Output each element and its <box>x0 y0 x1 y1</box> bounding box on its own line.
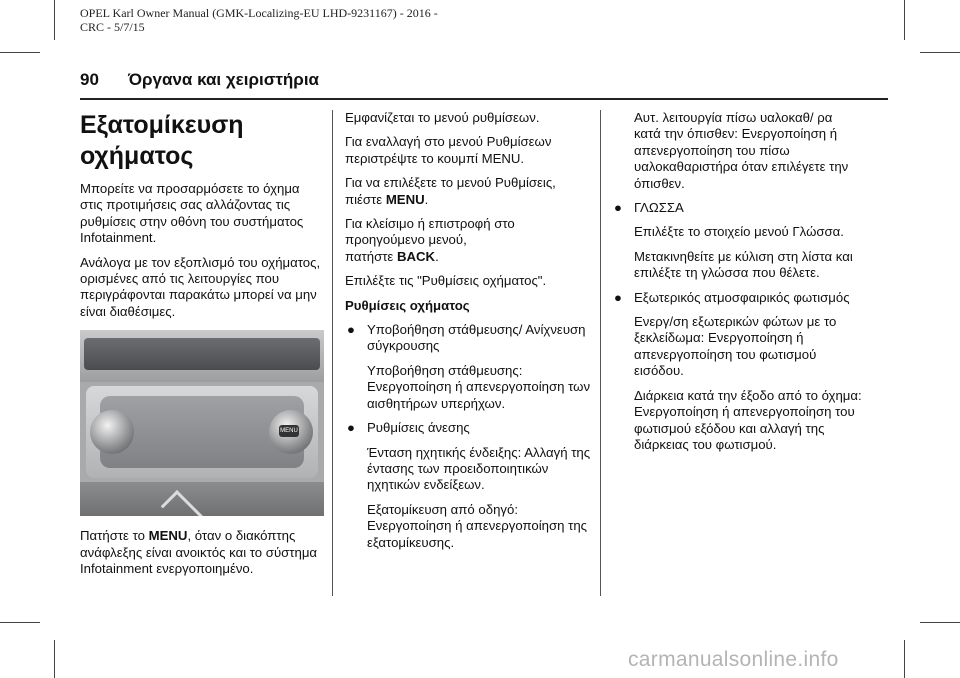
bullet-icon: ● <box>347 420 355 436</box>
list-item <box>345 420 595 436</box>
column-divider <box>332 110 333 596</box>
driver-personalization-desc: Εξατομίκευση από οδηγό: Ενεργοποίηση ή απενεργοποίηση της εξατομίκευσης. <box>367 501 588 550</box>
close-menu-text <box>345 216 595 265</box>
menu-keyword: MENU <box>385 191 425 207</box>
crop-mark <box>904 640 905 678</box>
intro-paragraph: Μπορείτε να προσαρμόσετε το όχημα στις προτιμήσεις σας αλλάζοντας τις ρυθμίσεις στην οθόνη του συστήματος Infotainment. <box>80 181 304 246</box>
select-menu-text <box>345 175 595 208</box>
exterior-lighting-desc-1: Ενεργ/ση εξωτερικών φώτων με το ξεκλείδωμα: Ενεργοποίηση ή απενεργοποίηση του φωτισμού εισόδου. <box>634 314 837 379</box>
section-title-line1: Εξατομίκευση <box>80 111 244 139</box>
menu-knob-label: MENU <box>279 425 299 437</box>
comfort-settings-title: Ρυθμίσεις άνεσης <box>367 420 470 436</box>
print-header-line2: CRC - 5/7/15 <box>80 20 145 34</box>
language-title: ΓΛΩΣΣΑ <box>634 200 684 216</box>
column-2 <box>345 110 595 559</box>
header-rule <box>80 98 888 100</box>
column-1 <box>80 110 324 585</box>
chapter-title: Όργανα και χειριστήρια <box>128 70 319 89</box>
watermark: carmanualsonline.info <box>628 648 839 671</box>
parking-assist-desc: Υποβοήθηση στάθμευσης: Ενεργοποίηση ή απενεργοποίηση των αισθητήρων υπερήχων. <box>367 362 591 411</box>
column-divider <box>600 110 601 596</box>
crop-mark <box>54 0 55 40</box>
menu-shown-text: Εμφανίζεται το μενού ρυθμίσεων. <box>345 110 540 125</box>
section-title-line2: οχήματος <box>80 142 194 170</box>
close-suffix: . <box>435 248 439 264</box>
crop-mark <box>904 0 905 40</box>
language-desc-2: Μετακινηθείτε με κύλιση στη λίστα και επιλέξτε τη γλώσσα που θέλετε. <box>634 248 853 281</box>
print-header-line1: OPEL Karl Owner Manual (GMK-Localizing-EU LHD-9231167) - 2016 - <box>80 6 438 20</box>
column-3 <box>612 110 862 461</box>
choose-vehicle-text: Επιλέξτε τις "Ρυθμίσεις οχήματος". <box>345 273 547 289</box>
select-suffix: . <box>424 191 429 207</box>
bullet-icon: ● <box>347 322 355 338</box>
crop-mark <box>0 52 40 53</box>
switch-menu-text: Για εναλλαγή στο μενού Ρυθμίσεων περιστρέψτε το κουμπί MENU. <box>345 134 552 166</box>
press-prefix: Πατήστε το <box>80 528 149 544</box>
infotainment-controls-figure <box>80 330 324 516</box>
back-keyword: BACK <box>396 248 436 264</box>
section-title <box>80 110 324 172</box>
page-number: 90 <box>80 70 99 89</box>
bullet-icon: ● <box>614 200 622 216</box>
press-suffix: , όταν ο διακόπτης ανάφλεξης είναι ανοικτός και το σύστημα Infotainment ενεργοποιημένο. <box>80 528 318 577</box>
select-prefix: Για να επιλέξετε το μενού Ρυθμίσεις, πιέστε <box>345 175 556 207</box>
chime-volume-desc: Ένταση ηχητικής ένδειξης: Αλλαγή της έντασης των προειδοποιητικών ηχητικών ενδείξεων. <box>367 444 591 493</box>
press-menu-paragraph <box>80 528 324 577</box>
crop-mark <box>920 52 960 53</box>
volume-knob <box>90 410 134 454</box>
close-line2-prefix: πατήστε <box>345 248 397 264</box>
display-screen <box>84 338 320 370</box>
close-prefix: Για κλείσιμο ή επιστροφή στο προηγούμενο μενού, <box>345 216 515 248</box>
bullet-icon: ● <box>614 289 622 305</box>
lower-vent <box>80 482 324 516</box>
crop-mark <box>0 622 40 623</box>
list-item <box>612 200 862 216</box>
vehicle-settings-subhead: Ρυθμίσεις οχήματος <box>345 297 470 313</box>
parking-assist-title: Υποβοήθηση στάθμευσης/ Ανίχνευση σύγκρουσης <box>367 322 586 354</box>
menu-keyword: MENU <box>148 528 188 544</box>
crop-mark <box>54 640 55 678</box>
print-header <box>80 6 480 34</box>
exterior-lighting-desc-2: Διάρκεια κατά την έξοδο από το όχημα: Ενεργοποίηση ή απενεργοποίηση του φωτισμού εξόδου και αλλαγή της διάρκειας του φωτισμού. <box>634 387 862 452</box>
language-desc-1: Επιλέξτε το στοιχείο μενού Γλώσσα. <box>634 224 844 240</box>
list-item <box>612 290 862 306</box>
equipment-note: Ανάλογα με τον εξοπλισμό του οχήματος, ορισμένες από τις λειτουργίες που περιγράφονται παρακάτω μπορεί να μην είναι διαθέσιμες. <box>80 254 321 319</box>
running-head <box>80 70 319 90</box>
rear-wiper-desc: Αυτ. λειτουργία πίσω υαλοκαθ/ ρα κατά την όπισθεν: Ενεργοποίηση ή απενεργοποίηση του πίσω υαλοκαθαριστήρα όταν επιλέγετε την όπισθεν. <box>634 110 849 191</box>
list-item <box>345 322 595 355</box>
exterior-lighting-title: Εξωτερικός ατμοσφαιρικός φωτισμός <box>634 289 850 305</box>
crop-mark <box>920 622 960 623</box>
